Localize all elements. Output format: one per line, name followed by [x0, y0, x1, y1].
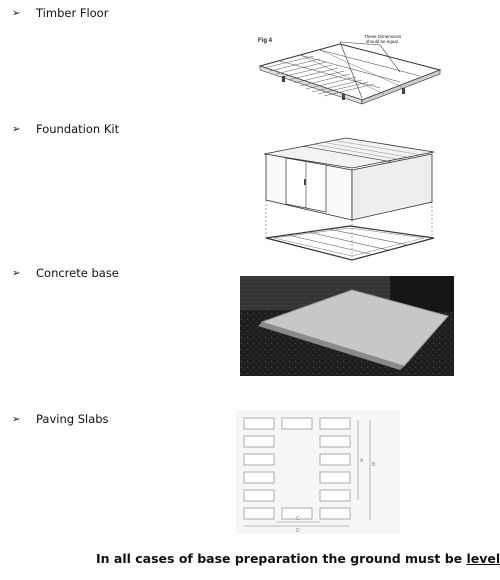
heading-paving-slabs: Paving Slabs	[36, 412, 109, 426]
bullet-concrete-base: ➢	[12, 268, 21, 279]
dimension-b: B	[372, 462, 376, 468]
heading-foundation-kit: Foundation Kit	[36, 122, 120, 136]
dimension-d: D	[296, 528, 300, 534]
foundation-kit-diagram	[262, 134, 440, 264]
heading-concrete-base: Concrete base	[36, 266, 119, 280]
bullet-timber-floor: ➢	[12, 8, 21, 19]
dimension-c: C	[296, 516, 300, 522]
concrete-base-photo	[240, 276, 454, 376]
base-preparation-note	[96, 551, 500, 566]
level-emphasis: level	[466, 551, 500, 566]
fig4-label: Fig 4	[258, 38, 273, 44]
bullet-paving-slabs: ➢	[12, 414, 21, 425]
dimension-note-line2: should be equal	[366, 39, 398, 44]
dimension-a: A	[360, 458, 364, 464]
base-preparation-text: In all cases of base preparation the ground must be	[96, 551, 467, 566]
bullet-foundation-kit: ➢	[12, 124, 21, 135]
dimension-note-line1: These Dimensions	[364, 34, 402, 39]
timber-floor-diagram	[252, 28, 447, 110]
paving-slabs-diagram	[236, 410, 400, 534]
heading-timber-floor: Timber Floor	[36, 6, 109, 20]
